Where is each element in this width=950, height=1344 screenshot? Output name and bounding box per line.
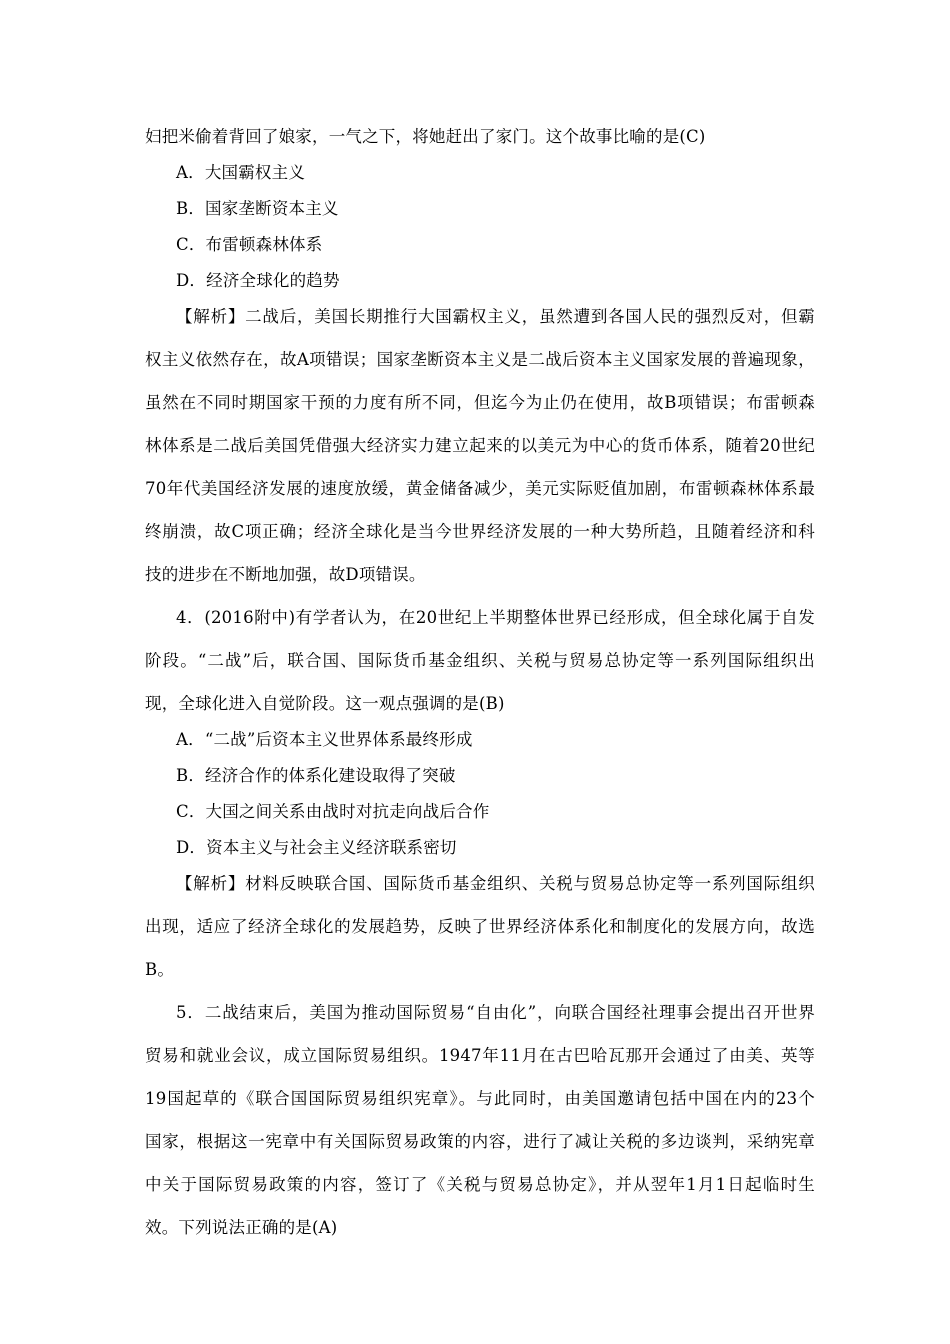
analysis-line: 林体系是二战后美国凭借强大经济实力建立起来的以美元为中心的货币体系，随着20世纪 — [145, 436, 815, 455]
analysis-line: 虽然在不同时期国家干预的力度有所不同，但迄今为止仍在使用，故B项错误；布雷顿森 — [145, 393, 815, 412]
option-b: B．经济合作的体系化建设取得了突破 — [176, 766, 456, 785]
question-5-line: 国家，根据这一宪章中有关国际贸易政策的内容，进行了减让关税的多边谈判，采纳宪章 — [145, 1132, 815, 1151]
question-5-line: 5．二战结束后，美国为推动国际贸易“自由化”，向联合国经社理事会提出召开世界 — [176, 1003, 815, 1022]
option-b: B．国家垄断资本主义 — [176, 199, 339, 218]
option-a: A．“二战”后资本主义世界体系最终形成 — [176, 730, 473, 749]
question-5-line: 中关于国际贸易政策的内容，签订了《关税与贸易总协定》，并从翌年1月1日起临时生 — [145, 1175, 815, 1194]
analysis-line: 出现，适应了经济全球化的发展趋势，反映了世界经济体系化和制度化的发展方向，故选 — [145, 917, 815, 936]
option-d: D．资本主义与社会主义经济联系密切 — [176, 838, 457, 857]
analysis-line: 终崩溃，故C项正确；经济全球化是当今世界经济发展的一种大势所趋，且随着经济和科 — [145, 522, 815, 541]
analysis-line: B。 — [145, 960, 175, 979]
question-5-line: 效。下列说法正确的是(A) — [145, 1218, 338, 1237]
question-stem-line: 妇把米偷着背回了娘家，一气之下，将她赶出了家门。这个故事比喻的是(C) — [145, 127, 706, 146]
question-5-line: 贸易和就业会议，成立国际贸易组织。1947年11月在古巴哈瓦那开会通过了由美、英等 — [145, 1046, 815, 1065]
option-c: C．布雷顿森林体系 — [176, 235, 323, 254]
analysis-line: 【解析】材料反映联合国、国际货币基金组织、关税与贸易总协定等一系列国际组织 — [176, 874, 815, 893]
option-d: D．经济全球化的趋势 — [176, 271, 340, 290]
question-5-line: 19国起草的《联合国国际贸易组织宪章》。与此同时，由美国邀请包括中国在内的23个 — [145, 1089, 815, 1108]
analysis-line: 权主义依然存在，故A项错误；国家垄断资本主义是二战后资本主义国家发展的普遍现象， — [145, 350, 815, 369]
option-c: C．大国之间关系由战时对抗走向战后合作 — [176, 802, 490, 821]
question-4-line: 4．(2016附中)有学者认为，在20世纪上半期整体世界已经形成，但全球化属于自发 — [176, 608, 815, 627]
analysis-line: 技的进步在不断地加强，故D项错误。 — [145, 565, 426, 584]
question-4-line: 阶段。“二战”后，联合国、国际货币基金组织、关税与贸易总协定等一系列国际组织出 — [145, 651, 815, 670]
analysis-line: 70年代美国经济发展的速度放缓，黄金储备减少，美元实际贬值加剧，布雷顿森林体系最 — [145, 479, 815, 498]
option-a: A．大国霸权主义 — [176, 163, 306, 182]
question-4-line: 现，全球化进入自觉阶段。这一观点强调的是(B) — [145, 694, 505, 713]
analysis-line: 【解析】二战后，美国长期推行大国霸权主义，虽然遭到各国人民的强烈反对，但霸 — [176, 307, 815, 326]
